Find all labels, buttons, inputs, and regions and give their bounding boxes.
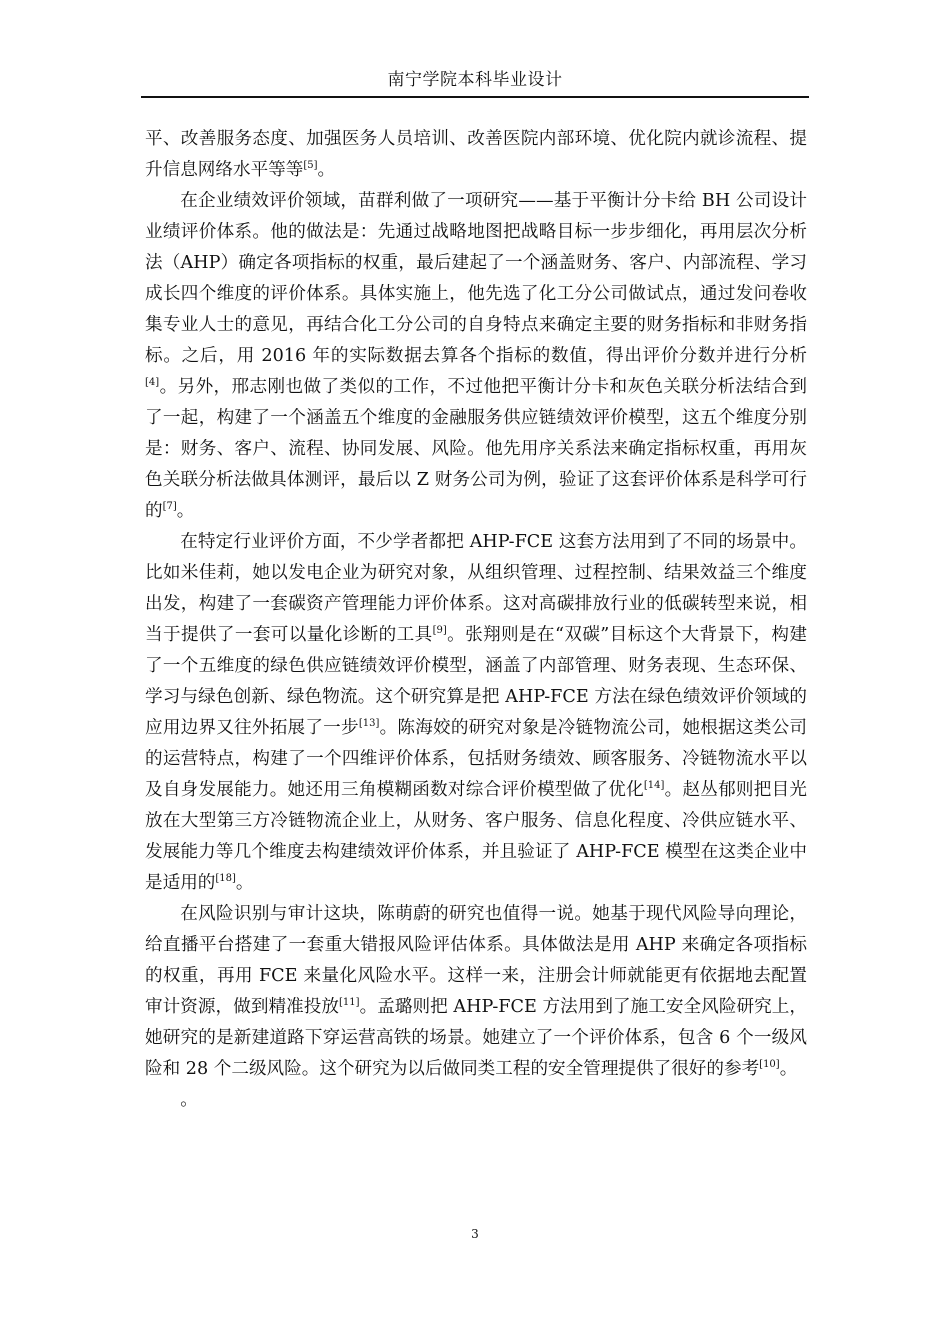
citation-ref: [14] (643, 780, 665, 791)
paragraph (145, 124, 807, 186)
citation-ref: [7] (162, 501, 177, 512)
paragraph-text: 。另外，邢志刚也做了类似的工作，不过他把平衡计分卡和灰色关联分析法结合到了一起，构建了一个涵盖五个维度的金融服务供应链绩效评价模型，这五个维度分别是：财务、客户、流程、协同发展、风险。他先用序关系法来确定指标权重，再用灰色关联分析法做具体测评，最后以 Z 财务公司为例，验证了这套评价体系是科学可行的 (145, 377, 807, 521)
page-number: 3 (471, 1227, 479, 1241)
citation-ref: [10] (759, 1059, 780, 1070)
paragraph-text: 。赵丛郁则把目光放在大型第三方冷链物流企业上，从财务、客户服务、信息化程度、冷供应链水平、发展能力等几个维度去构建绩效评价体系，并且验证了 AHP-FCE 模型在这类企业中是适用的 (145, 780, 807, 893)
paragraph-text: 。 (779, 1059, 798, 1079)
citation-ref: [11] (339, 997, 360, 1008)
citation-ref: [18] (215, 873, 236, 884)
paragraph-text: 在特定行业评价方面，不少学者都把 AHP-FCE 这套方法用到了不同的场景中。比如米佳莉，她以发电企业为研究对象，从组织管理、过程控制、结果效益三个维度出发，构建了一套碳资产管理能力评价体系。这对高碳排放行业的低碳转型来说，相当于提供了一套可以量化诊断的工具 (145, 532, 807, 645)
paragraph-text: 。张翔则是在“双碳”目标这个大背景下，构建了一个五维度的绿色供应链绩效评价模型，涵盖了内部管理、财务表现、生态环保、学习与绿色创新、绿色物流。这个研究算是把 AHP-FCE 方法在绿色绩效评价领域的应用边界又往外拓展了一步 (145, 625, 807, 738)
paragraph-text: 。 (176, 501, 195, 521)
page-header (141, 64, 809, 98)
citation-ref: [13] (358, 718, 380, 729)
body-text (145, 124, 807, 1116)
paragraph-text: 。孟璐则把 AHP-FCE 方法用到了施工安全风险研究上，她研究的是新建道路下穿运营高铁的场景。她建立了一个评价体系，包含 6 个一级风险和 28 个二级风险。这个研究为以后做同类工程的安全管理提供了很好的参考 (145, 997, 807, 1079)
header-title: 南宁学院本科毕业设计 (387, 70, 563, 90)
paragraph-text: 在风险识别与审计这块，陈萌蔚的研究也值得一说。她基于现代风险导向理论，给直播平台搭建了一套重大错报风险评估体系。具体做法是用 AHP 来确定各项指标的权重，再用 FCE 来量化风险水平。这样一来，注册会计师就能更有依据地去配置审计资源，做到精准投放 (145, 904, 807, 1017)
paragraph-text: 。 (180, 1090, 198, 1110)
paragraph-text: 平、改善服务态度、加强医务人员培训、改善医院内部环境、优化院内就诊流程、提升信息网络水平等等 (145, 129, 807, 180)
paragraph-text: 。陈海姣的研究对象是冷链物流公司，她根据这类公司的运营特点，构建了一个四维评价体系，包括财务绩效、顾客服务、冷链物流水平以及自身发展能力。她还用三角模糊函数对综合评价模型做了优化 (145, 718, 807, 800)
citation-ref: [9] (432, 625, 447, 636)
paragraph-text: 。 (235, 873, 254, 893)
paragraph (145, 899, 807, 1085)
paragraph (145, 527, 807, 899)
paragraph (145, 1085, 807, 1116)
paragraph-text: 。 (317, 160, 336, 180)
citation-ref: [4] (145, 377, 160, 388)
paragraph (145, 186, 807, 527)
citation-ref: [5] (303, 160, 318, 171)
paragraph-text: 在企业绩效评价领域，苗群利做了一项研究——基于平衡计分卡给 BH 公司设计业绩评价体系。他的做法是：先通过战略地图把战略目标一步步细化，再用层次分析法（AHP）确定各项指标的权重，最后建起了一个涵盖财务、客户、内部流程、学习成长四个维度的评价体系。具体实施上，他先选了化工分公司做试点，通过发问卷收集专业人士的意见，再结合化工分公司的自身特点来确定主要的财务指标和非财务指标。之后，用 2016 年的实际数据去算各个指标的数值，得出评价分数并进行分析 (145, 191, 807, 366)
